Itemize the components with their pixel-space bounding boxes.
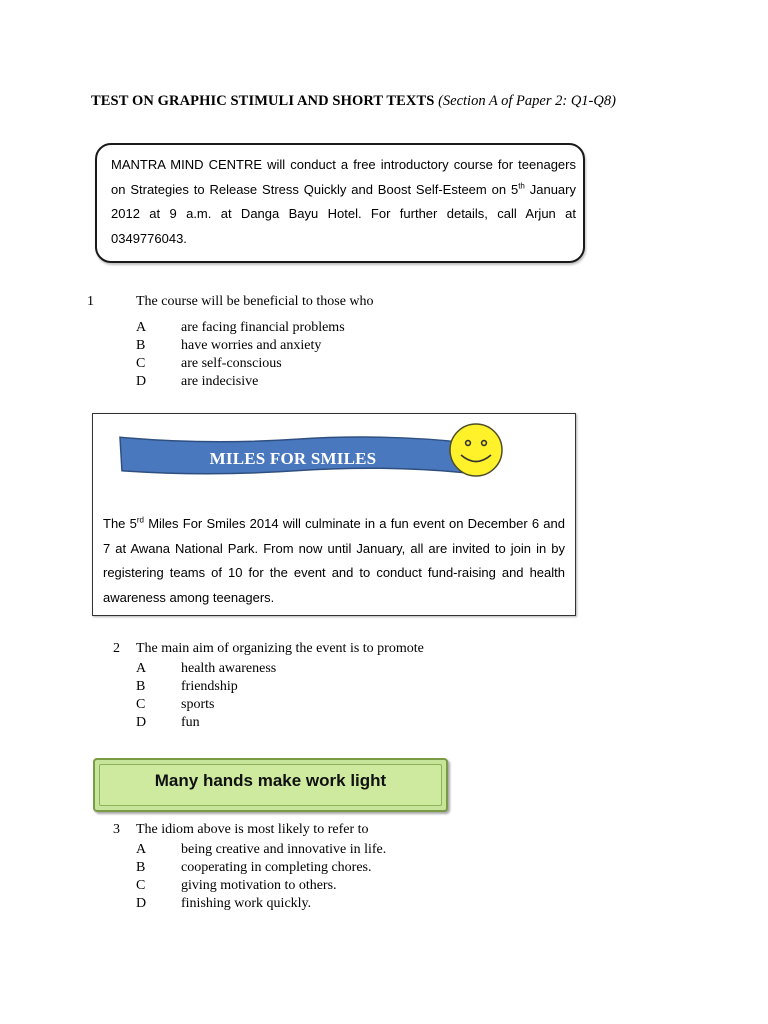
banner-title: MILES FOR SMILES bbox=[209, 449, 377, 468]
option-letter: B bbox=[136, 679, 146, 694]
notice2-superscript: rd bbox=[136, 515, 144, 525]
option-letter: C bbox=[136, 878, 146, 893]
option-letter: A bbox=[136, 661, 147, 676]
option-text: cooperating in completing chores. bbox=[181, 860, 372, 875]
question-3-number: 3 bbox=[113, 822, 120, 837]
smiley-face-icon bbox=[448, 422, 504, 478]
notice2-text-end: Miles For Smiles 2014 will culminate in a fun event on December 6 and 7 at Awana National Park. From now until January, all are invited to join in by registering teams of 10 for the event and to conduct fund-raising and health awareness among teenagers. bbox=[103, 516, 565, 605]
title-main: TEST ON GRAPHIC STIMULI AND SHORT TEXTS bbox=[91, 93, 435, 109]
notice-text-mantra bbox=[111, 153, 576, 251]
option-letter: A bbox=[136, 320, 147, 335]
notice1-superscript: th bbox=[518, 181, 525, 191]
idiom-box bbox=[93, 758, 448, 812]
option-text: friendship bbox=[181, 679, 238, 694]
option-letter: C bbox=[136, 697, 146, 712]
option-letter: C bbox=[136, 356, 146, 371]
notice2-text-start: The 5 bbox=[103, 516, 137, 531]
page-title bbox=[91, 93, 616, 110]
option-letter: D bbox=[136, 374, 147, 389]
option-text: fun bbox=[181, 715, 200, 730]
notice-text-miles-for-smiles bbox=[103, 512, 565, 610]
option-letter: B bbox=[136, 338, 146, 353]
option-letter: A bbox=[136, 842, 147, 857]
option-text: are facing financial problems bbox=[181, 320, 345, 335]
option-text: sports bbox=[181, 697, 215, 712]
notice-box-miles-for-smiles bbox=[92, 413, 576, 616]
option-text: are self-conscious bbox=[181, 356, 282, 371]
option-text: finishing work quickly. bbox=[181, 896, 312, 911]
option-text: giving motivation to others. bbox=[181, 878, 337, 893]
option-text: have worries and anxiety bbox=[181, 338, 322, 353]
option-text: being creative and innovative in life. bbox=[181, 842, 387, 857]
question-2-text: The main aim of organizing the event is to promote bbox=[136, 641, 424, 656]
option-text: are indecisive bbox=[181, 374, 259, 389]
option-letter: D bbox=[136, 715, 147, 730]
title-subtitle: (Section A of Paper 2: Q1-Q8) bbox=[438, 93, 616, 109]
notice-box-mantra bbox=[95, 143, 585, 263]
option-letter: B bbox=[136, 860, 146, 875]
question-1-text: The course will be beneficial to those who bbox=[136, 294, 374, 309]
idiom-text: Many hands make work light bbox=[154, 771, 387, 790]
notice1-text-end: January 2012 at 9 a.m. at Danga Bayu Hotel. For further details, call Arjun at 0349776043. bbox=[111, 181, 576, 246]
question-2-number: 2 bbox=[113, 641, 120, 656]
notice1-text-start: MANTRA MIND CENTRE will conduct a free introductory course for teenagers on Strategies to Release Stress Quickly and Boost Self-Esteem on 5 bbox=[111, 157, 576, 197]
option-text: health awareness bbox=[181, 661, 277, 676]
question-1-number: 1 bbox=[87, 294, 94, 309]
question-3-text: The idiom above is most likely to refer to bbox=[136, 822, 369, 837]
option-letter: D bbox=[136, 896, 147, 911]
